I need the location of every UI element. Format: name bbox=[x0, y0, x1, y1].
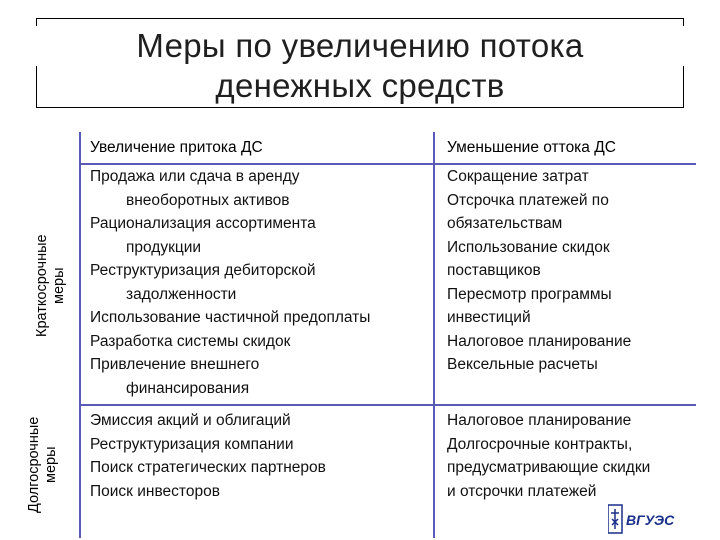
list-item: Налоговое планирование bbox=[447, 332, 632, 350]
list-item: Реструктуризация компании bbox=[90, 435, 294, 453]
list-item: Налоговое планирование bbox=[447, 412, 632, 429]
short-term-inflow-cell bbox=[90, 165, 370, 400]
list-item: Поиск стратегических партнеров bbox=[90, 459, 326, 476]
column-header-inflow: Увеличение притока ДС bbox=[90, 139, 263, 156]
list-item: и отсрочки платежей bbox=[447, 482, 597, 500]
list-item: Привлечение внешнего bbox=[90, 356, 260, 373]
row-label-long-term: Долгосрочные меры bbox=[26, 416, 59, 514]
list-item: продукции bbox=[126, 238, 202, 256]
list-item: Использование скидок bbox=[447, 238, 610, 256]
title-line-2: денежных средств bbox=[207, 66, 512, 106]
list-item: Использование частичной предоплаты bbox=[90, 309, 371, 326]
table-column-separator bbox=[433, 132, 435, 538]
slide-title bbox=[36, 26, 684, 106]
university-logo bbox=[608, 503, 688, 535]
list-item: Сокращение затрат bbox=[447, 168, 589, 185]
table-left-border bbox=[79, 132, 81, 538]
list-item: финансирования bbox=[126, 379, 250, 397]
long-term-inflow-cell bbox=[90, 409, 326, 503]
short-term-outflow-cell bbox=[447, 165, 631, 377]
row-label-short-term: Краткосрочные меры bbox=[34, 234, 67, 338]
list-item: Пересмотр программы bbox=[447, 285, 612, 303]
list-item: внеоборотных активов bbox=[126, 191, 290, 209]
column-header-outflow: Уменьшение оттока ДС bbox=[447, 139, 616, 156]
list-item: Вексельные расчеты bbox=[447, 356, 598, 373]
logo-emblem-glyph bbox=[611, 509, 619, 529]
list-item: Долгосрочные контракты, bbox=[447, 435, 633, 453]
list-item: Разработка системы скидок bbox=[90, 332, 291, 350]
list-item: Эмиссия акций и облигаций bbox=[90, 412, 291, 429]
table-row-separator bbox=[80, 404, 696, 406]
logo-text: ВГУЭС bbox=[626, 512, 675, 528]
list-item: Отсрочка платежей по bbox=[447, 191, 609, 209]
list-item: Поиск инвесторов bbox=[90, 482, 220, 500]
list-item: обязательствам bbox=[447, 215, 563, 232]
list-item: Рационализация ассортимента bbox=[90, 215, 316, 232]
list-item: предусматривающие скидки bbox=[447, 459, 651, 476]
list-item: задолженности bbox=[126, 285, 237, 303]
title-line-1: Меры по увеличению потока bbox=[36, 26, 684, 66]
list-item: Продажа или сдача в аренду bbox=[90, 168, 300, 185]
list-item: Реструктуризация дебиторской bbox=[90, 262, 316, 279]
long-term-outflow-cell bbox=[447, 409, 650, 503]
list-item: поставщиков bbox=[447, 262, 541, 279]
list-item: инвестиций bbox=[447, 309, 531, 326]
